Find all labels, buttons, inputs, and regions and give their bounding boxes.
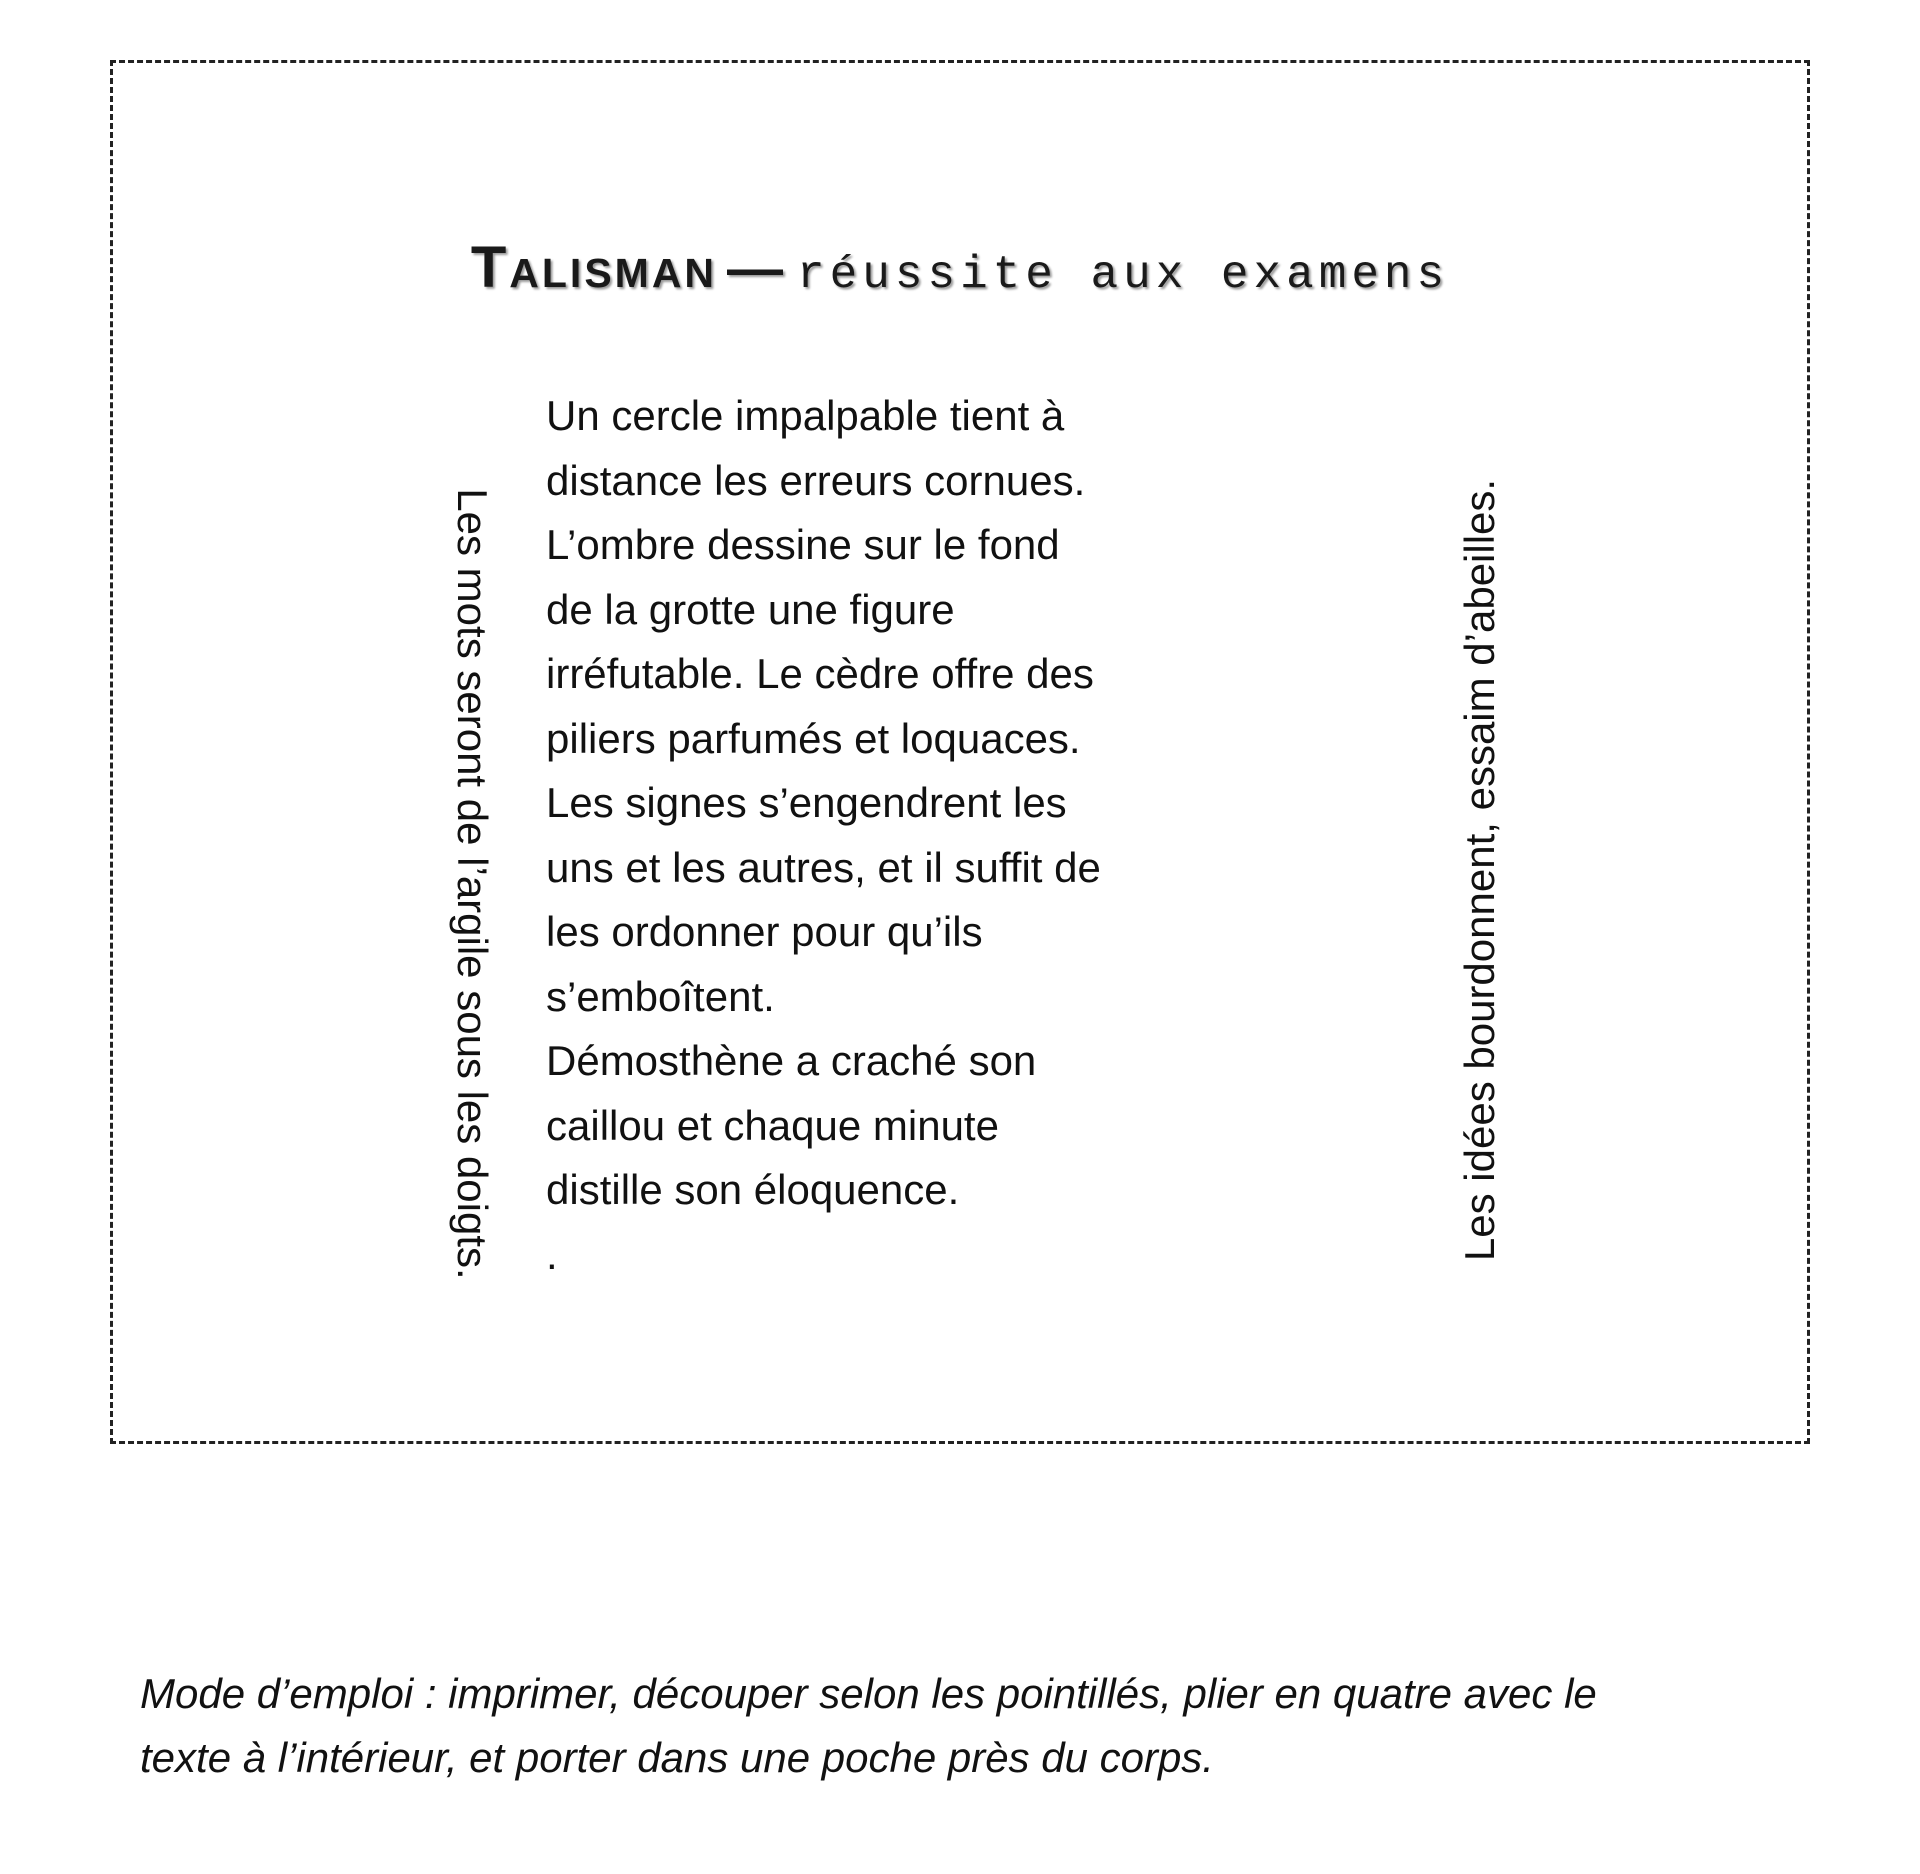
poem-line: caillou et chaque minute [546, 1101, 999, 1149]
poem-text [546, 384, 1166, 1287]
title-dash: — [727, 236, 784, 299]
poem-line: s’emboîtent. [546, 972, 775, 1020]
poem-line: uns et les autres, et il suffit de [546, 843, 1101, 891]
instructions-line: Mode d’emploi : imprimer, découper selon les pointillés, plier en quatre avec le [140, 1670, 1597, 1717]
poem-line: distille son éloquence. [546, 1166, 960, 1213]
side-text-right: Les idées bourdonnent, essaim d’abeilles. [1456, 478, 1503, 1262]
poem-line: piliers parfumés et loquaces. [546, 714, 1081, 762]
title-subtitle: réussite aux examens [797, 249, 1450, 301]
poem-line: irréfutable. Le cèdre offre des [546, 650, 1094, 697]
instructions-line: texte à l’intérieur, et porter dans une poche près du corps. [140, 1734, 1214, 1781]
poem-line: Les signes s’engendrent les [546, 779, 1067, 826]
poem-line: L’ombre dessine sur le fond [546, 521, 1060, 568]
poem-line: de la grotte une figure [546, 585, 955, 633]
poem-line: . [546, 1230, 558, 1278]
poem-line: Démosthène a craché son [546, 1037, 1037, 1084]
poem-line: Un cercle impalpable tient à [546, 392, 1065, 439]
title-main: Talisman [470, 235, 718, 300]
poem-line: distance les erreurs cornues. [546, 456, 1086, 504]
usage-instructions [140, 1662, 1840, 1790]
talisman-title [0, 236, 1920, 315]
side-text-left: Les mots seront de l’argile sous les doigts. [449, 488, 496, 1280]
poem-line: les ordonner pour qu’ils [546, 908, 983, 955]
